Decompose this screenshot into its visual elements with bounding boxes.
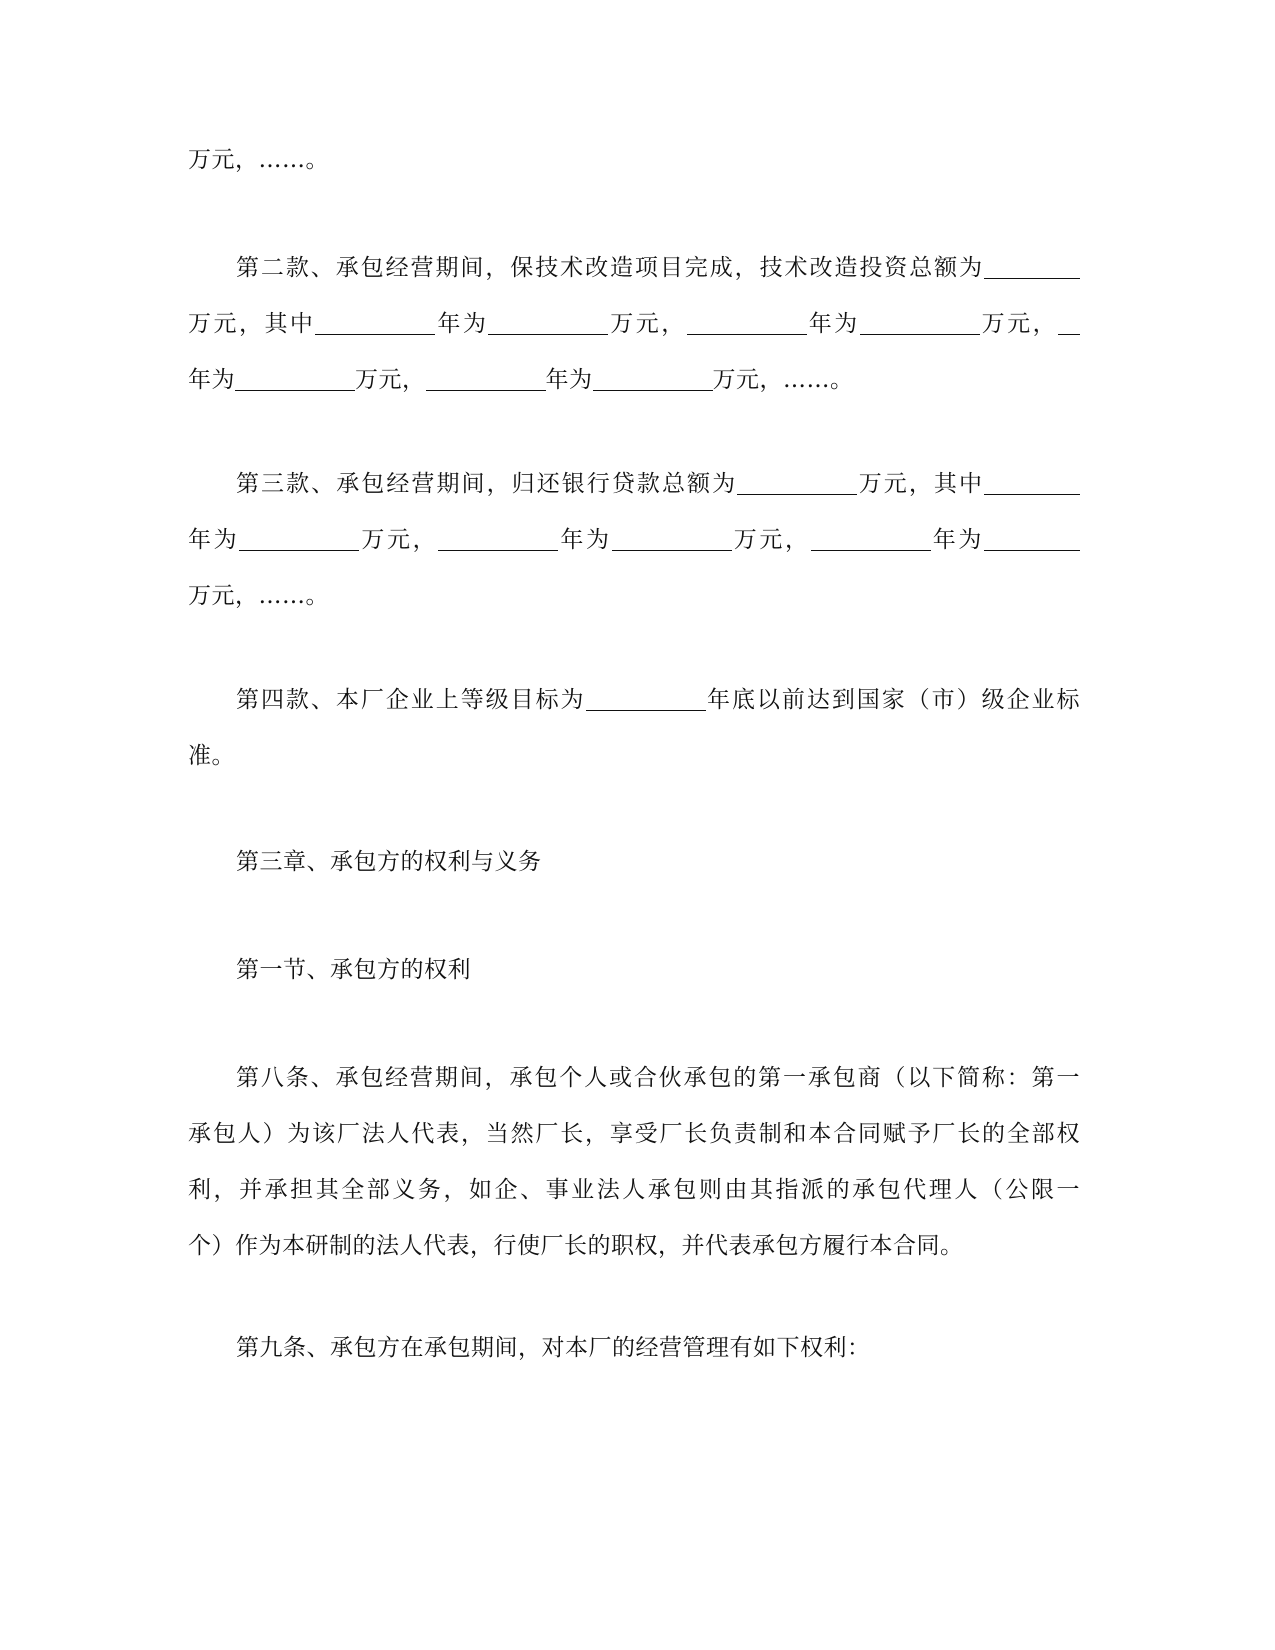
carry-over-paragraph [188, 132, 1080, 188]
text-line: 万元，其中 年为 万元， 年为 万元， [188, 296, 1080, 352]
text-line [188, 240, 1080, 296]
fill-blank[interactable] [586, 690, 706, 711]
fill-blank[interactable] [612, 530, 732, 551]
text-line: 第八条、承包经营期间，承包个人或合伙承包的第一承包商（以下简称：第一 [236, 1065, 1080, 1091]
text-line: 第四款、本厂企业上等级目标为 年底以前达到国家（市）级企业标 [236, 687, 1081, 713]
text-line: 个）作为本研制的法人代表，行使厂长的职权，并代表承包方履行本合同。 [188, 1233, 964, 1259]
fill-blank[interactable] [687, 314, 807, 335]
section-heading [188, 942, 1080, 998]
text-line: 利，并承担其全部义务，如企、事业法人承包则由其指派的承包代理人（公限一 [188, 1177, 1080, 1203]
article-8-paragraph [188, 1050, 1080, 1274]
article-9-paragraph [188, 1320, 1080, 1376]
fill-blank[interactable] [488, 314, 608, 335]
fill-blank[interactable] [811, 530, 931, 551]
fill-blank[interactable] [239, 530, 359, 551]
chapter-heading [188, 834, 1080, 890]
fill-blank[interactable] [426, 370, 546, 391]
fill-blank[interactable] [593, 370, 713, 391]
fill-blank[interactable] [315, 314, 435, 335]
chapter-3-title: 第三章、承包方的权利与义务 [236, 849, 542, 875]
text-line: 万元，……。 [188, 147, 329, 173]
text-line: 万元，……。 [188, 583, 329, 609]
section-4-paragraph [188, 672, 1080, 784]
text-line: 第三款、承包经营期间，归还银行贷款总额为 万元，其中 [188, 456, 1080, 512]
fill-blank[interactable] [737, 474, 857, 495]
section-1-title: 第一节、承包方的权利 [236, 957, 471, 983]
section-3-lead: 第三款、承包经营期间，归还银行贷款总额为 [236, 471, 738, 497]
text-line: 年为 万元， 年为 万元， 年为 [188, 512, 1080, 568]
section-4-lead: 第四款、本厂企业上等级目标为 [236, 687, 586, 713]
fill-blank[interactable] [984, 258, 1080, 279]
text-line: 承包人）为该厂法人代表，当然厂长，享受厂长负责制和本合同赋予厂长的全部权 [188, 1121, 1080, 1147]
section-2-lead: 第二款、承包经营期间，保技术改造项目完成，技术改造投资总额为 [236, 255, 984, 281]
fill-blank[interactable] [860, 314, 980, 335]
text-line: 准。 [188, 743, 235, 769]
fill-blank[interactable] [984, 474, 1080, 495]
fill-blank[interactable] [438, 530, 558, 551]
fill-blank[interactable] [235, 370, 355, 391]
section-2-paragraph [188, 240, 1080, 408]
fill-blank[interactable] [1058, 314, 1080, 335]
text-line: 第九条、承包方在承包期间，对本厂的经营管理有如下权利： [236, 1335, 871, 1361]
section-3-paragraph [188, 456, 1080, 624]
text-line: 年为 万元， 年为 万元，……。 [188, 367, 854, 393]
fill-blank[interactable] [984, 530, 1080, 551]
